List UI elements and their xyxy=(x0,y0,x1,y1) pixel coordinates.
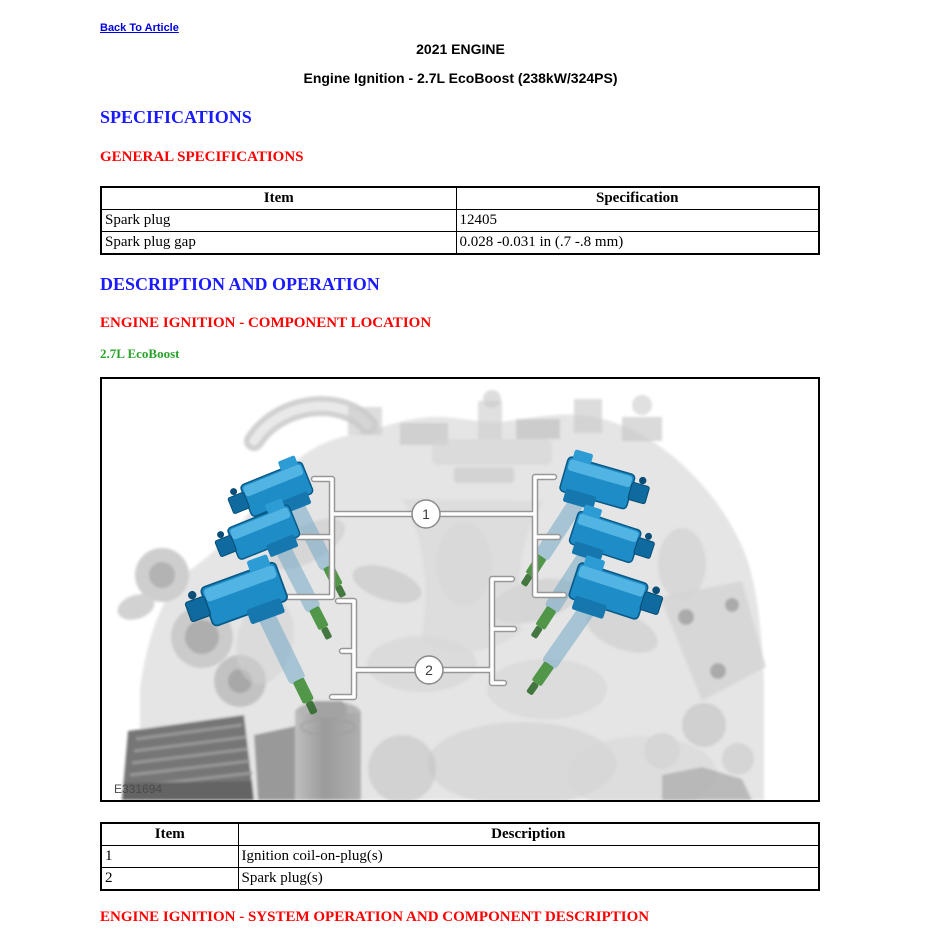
table-row xyxy=(101,210,819,232)
spec-table-cell-item-0: Spark plug xyxy=(101,210,456,232)
heading-component-location: ENGINE IGNITION - COMPONENT LOCATION xyxy=(100,315,432,331)
spec-table-cell-item-1: Spark plug gap xyxy=(101,232,456,255)
table-row xyxy=(101,868,819,891)
component-table-cell-item-0: 1 xyxy=(101,846,238,868)
callout-1-number: 1 xyxy=(422,506,430,522)
back-to-article-link[interactable]: Back To Article xyxy=(100,22,179,34)
engine-figure-frame xyxy=(100,377,820,802)
spec-table-cell-value-0: 12405 xyxy=(456,210,819,232)
page-subtitle: Engine Ignition - 2.7L EcoBoost (238kW/324PS) xyxy=(303,70,618,86)
component-table xyxy=(100,822,820,891)
heading-specifications: SPECIFICATIONS xyxy=(100,107,252,127)
spec-table-header-row xyxy=(101,187,819,210)
table-row xyxy=(101,232,819,255)
component-table-cell-desc-1: Spark plug(s) xyxy=(238,868,819,891)
component-table-header-item: Item xyxy=(101,823,238,846)
spec-table-header-item: Item xyxy=(101,187,456,210)
component-table-header-row xyxy=(101,823,819,846)
document-page xyxy=(100,0,821,926)
table-row xyxy=(101,846,819,868)
figure-code-label: E331694 xyxy=(114,782,163,796)
heading-description-and-operation: DESCRIPTION AND OPERATION xyxy=(100,274,380,294)
spec-table-header-specification: Specification xyxy=(456,187,819,210)
heading-system-operation: ENGINE IGNITION - SYSTEM OPERATION AND COMPONENT DESCRIPTION xyxy=(100,909,650,925)
page-title: 2021 ENGINE xyxy=(416,41,505,57)
heading-general-specifications: GENERAL SPECIFICATIONS xyxy=(100,149,304,165)
spec-table xyxy=(100,186,820,255)
spec-table-cell-value-1: 0.028 -0.031 in (.7 -.8 mm) xyxy=(456,232,819,255)
heading-engine-variant: 2.7L EcoBoost xyxy=(100,346,180,361)
callout-2-number: 2 xyxy=(425,662,433,678)
component-table-cell-item-1: 2 xyxy=(101,868,238,891)
component-table-cell-desc-0: Ignition coil-on-plug(s) xyxy=(238,846,819,868)
engine-component-illustration xyxy=(102,379,818,800)
component-table-header-description: Description xyxy=(238,823,819,846)
callout-1 xyxy=(412,500,440,528)
callout-2 xyxy=(415,656,443,684)
